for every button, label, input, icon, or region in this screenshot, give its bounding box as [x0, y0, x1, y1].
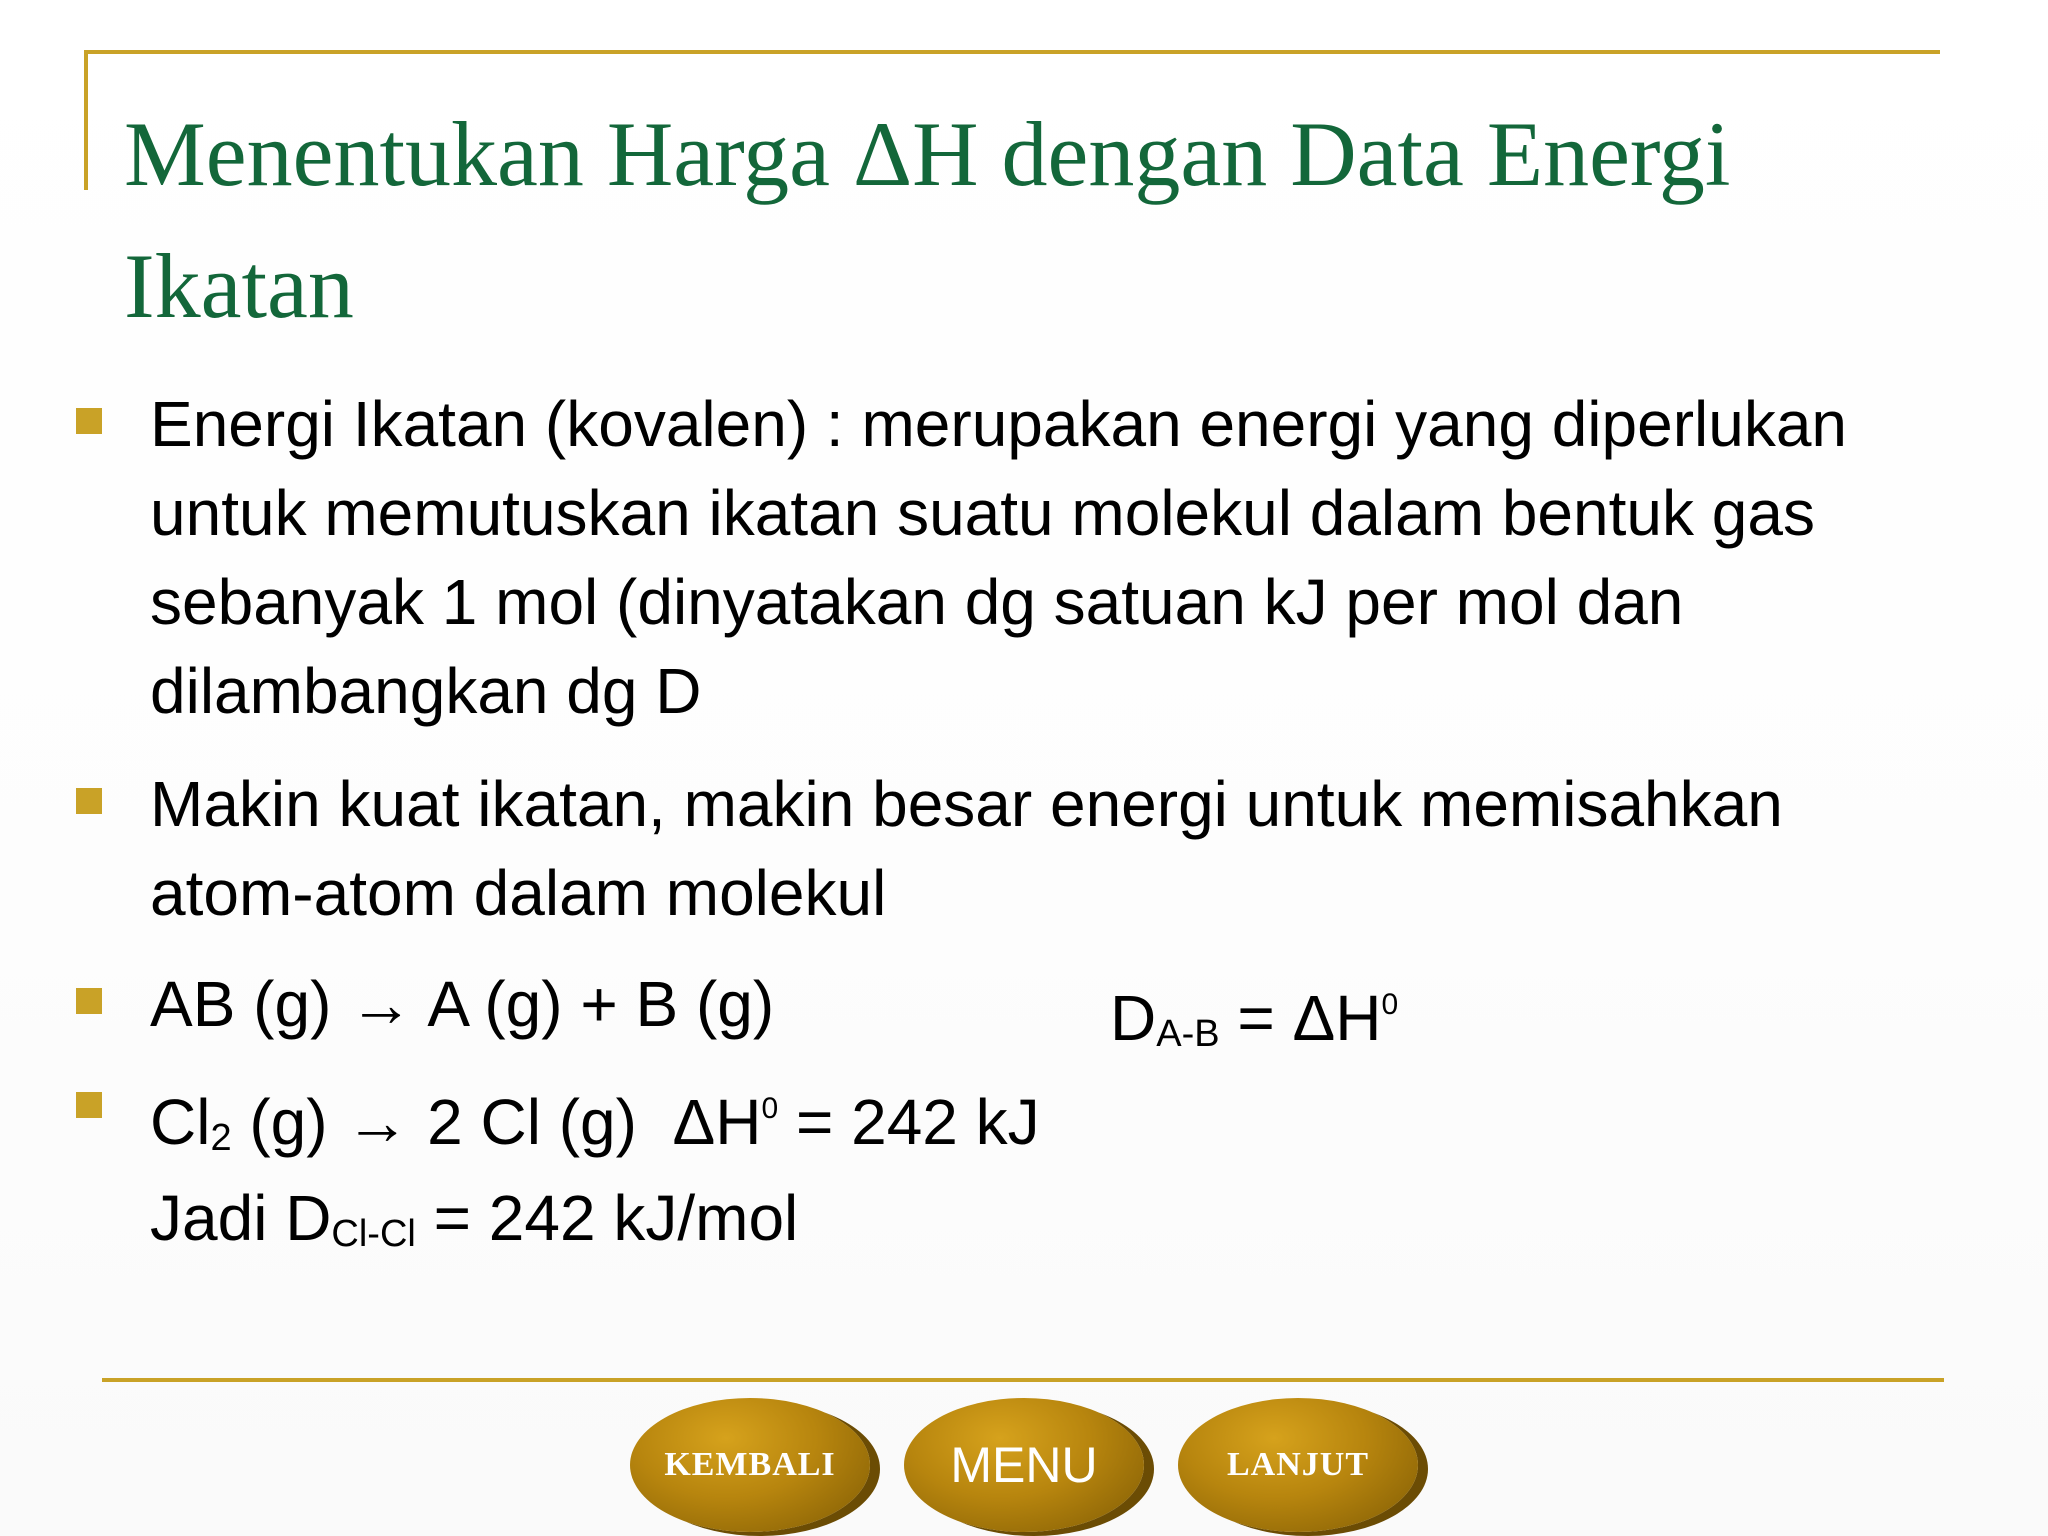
- conclusion-value: = 242 kJ/mol: [415, 1182, 799, 1254]
- bond-energy-expression: [1110, 960, 1398, 1079]
- chlorine-formula: Cl: [150, 1086, 211, 1158]
- enthalpy-symbol: = ΔH: [1237, 982, 1382, 1054]
- bullet-text: Energi Ikatan (kovalen) : merupakan energi yang diperlukan untuk memutuskan ikatan suatu molekul dalam bentuk gas sebanyak 1 mol (dinyatakan dg satuan kJ per mol dan dilambangkan dg D: [150, 388, 1847, 727]
- bond-energy-subscript: A-B: [1156, 1013, 1220, 1055]
- menu-button-label: MENU: [950, 1437, 1098, 1493]
- conclusion-subscript: Cl-Cl: [331, 1213, 416, 1255]
- bond-energy-symbol: D: [1110, 982, 1157, 1054]
- chlorine-reaction-rest: (g) → 2 Cl (g): [231, 1086, 637, 1158]
- next-button-label: LANJUT: [1226, 1446, 1370, 1483]
- left-rule: [84, 50, 88, 190]
- enthalpy-superscript: 0: [761, 1092, 779, 1125]
- enthalpy-value: = 242 kJ: [778, 1086, 1040, 1158]
- bullet-square-icon: [76, 1092, 102, 1118]
- conclusion-prefix: Jadi D: [150, 1182, 332, 1254]
- chlorine-subscript: 2: [210, 1117, 232, 1159]
- bullet-square-icon: [76, 408, 102, 434]
- slide-title: Menentukan Harga ΔH dengan Data Energi Ikatan: [124, 103, 1731, 337]
- reaction-equation: AB (g) → A (g) + B (g): [150, 968, 775, 1040]
- back-button-label: KEMBALI: [664, 1446, 836, 1483]
- conclusion-text: [150, 1174, 798, 1279]
- bullet-square-icon: [76, 988, 102, 1014]
- menu-button[interactable]: [904, 1398, 1144, 1532]
- back-button[interactable]: [630, 1398, 870, 1532]
- top-rule: [84, 50, 1940, 54]
- bullet-text: Makin kuat ikatan, makin besar energi untuk memisahkan atom-atom dalam molekul: [150, 768, 1783, 929]
- chlorine-reaction-equation: [150, 1064, 1040, 1183]
- next-button[interactable]: [1178, 1398, 1418, 1532]
- enthalpy-superscript: 0: [1381, 988, 1399, 1021]
- bullet-square-icon: [76, 788, 102, 814]
- bottom-rule: [102, 1378, 1944, 1382]
- enthalpy-symbol: ΔH: [672, 1086, 762, 1158]
